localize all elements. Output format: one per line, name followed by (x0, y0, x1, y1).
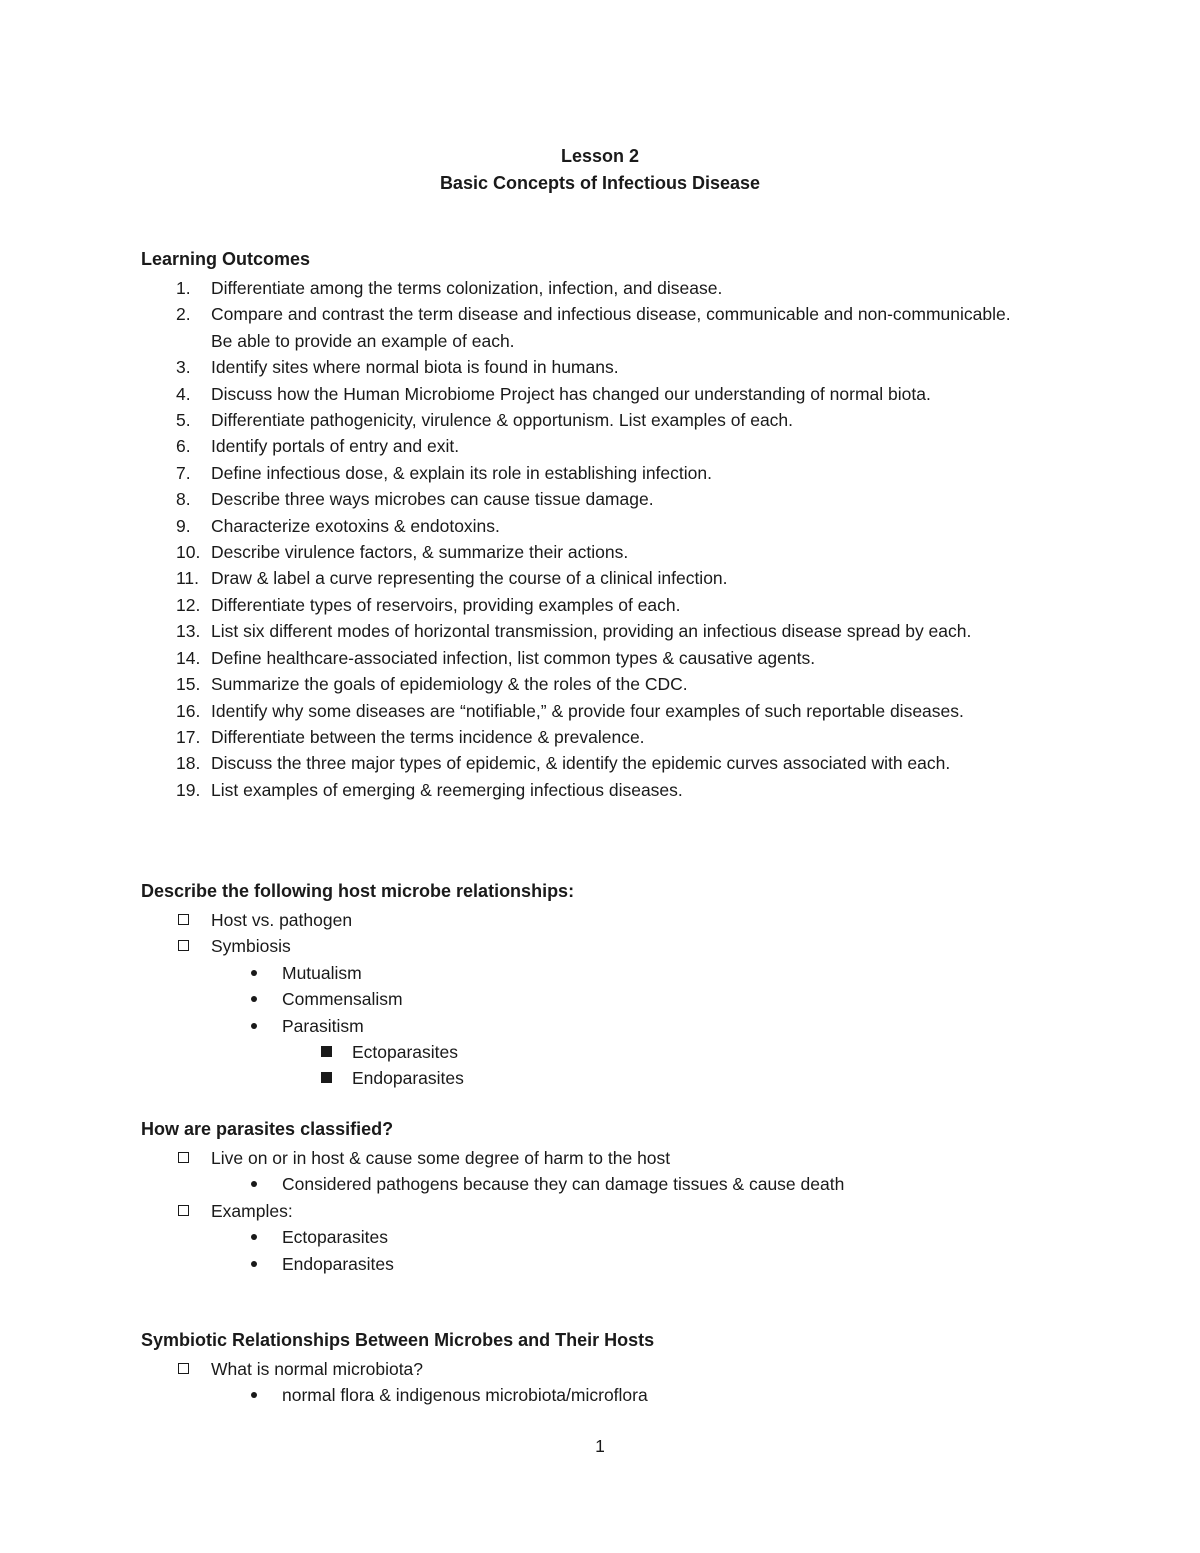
learning-outcome-item (0, 354, 1031, 380)
round-bullet-icon (251, 1023, 257, 1029)
outcome-number: 4. (176, 383, 191, 404)
list-item (0, 986, 464, 1012)
outcome-number: 15. (176, 674, 201, 695)
round-bullet-icon (251, 970, 257, 976)
document-title (0, 143, 1200, 197)
outcome-number: 5. (176, 410, 191, 431)
list-item (0, 1224, 844, 1250)
outcome-text: Discuss the three major types of epidemic, & identify the epidemic curves associated with each. (211, 753, 951, 774)
learning-outcomes-list (0, 275, 1031, 803)
outcome-number: 3. (176, 357, 191, 378)
page-number: 1 (595, 1436, 605, 1456)
learning-outcome-item (0, 407, 1031, 433)
outcome-number: 14. (176, 647, 201, 668)
list-item-text: Endoparasites (352, 1068, 464, 1089)
list-item (0, 1145, 844, 1171)
outcome-text: Identify portals of entry and exit. (211, 436, 460, 457)
list-item-text: normal flora & indigenous microbiota/microflora (282, 1385, 648, 1406)
outcome-text: Draw & label a curve representing the course of a clinical infection. (211, 568, 728, 589)
list-item (0, 1198, 844, 1224)
outcome-number: 1. (176, 278, 191, 298)
outcome-text: Describe three ways microbes can cause tissue damage. (211, 489, 654, 510)
list-item (0, 1039, 464, 1065)
outcome-number: 11. (176, 568, 200, 589)
parasites-heading: How are parasites classified? (141, 1119, 394, 1139)
outcome-number: 2. (176, 304, 191, 325)
list-item (0, 1013, 464, 1039)
outcome-text: Identify why some diseases are “notifiable,” & provide four examples of such reportable diseases. (211, 700, 964, 721)
outcome-text: List examples of emerging & reemerging infectious diseases. (211, 779, 683, 800)
outcome-number: 19. (176, 779, 201, 800)
host-microbe-list (0, 907, 464, 1092)
learning-outcome-item (0, 565, 1031, 591)
checkbox-bullet-icon (178, 940, 189, 951)
learning-outcome-item (0, 698, 1031, 724)
learning-outcome-item (0, 724, 1031, 750)
learning-outcomes-heading: Learning Outcomes (141, 249, 311, 269)
list-item (0, 907, 464, 933)
outcome-text: Compare and contrast the term disease and infectious disease, communicable and non-communicable. Be able to provide an example of each. (211, 304, 1011, 351)
learning-outcome-item (0, 750, 1031, 776)
square-bullet-icon (321, 1072, 332, 1083)
list-item-text: Ectoparasites (282, 1227, 389, 1248)
checkbox-bullet-icon (178, 1152, 189, 1163)
checkbox-bullet-icon (178, 1205, 189, 1216)
outcome-number: 13. (176, 621, 201, 642)
host-microbe-heading: Describe the following host microbe relationships: (141, 881, 575, 901)
symbiotic-list (0, 1356, 648, 1409)
lesson-title: Basic Concepts of Infectious Disease (439, 173, 761, 193)
list-item-text: What is normal microbiota? (211, 1359, 424, 1379)
round-bullet-icon (251, 996, 257, 1002)
list-item-text: Live on or in host & cause some degree of harm to the host (211, 1148, 671, 1168)
outcome-number: 17. (176, 726, 201, 747)
round-bullet-icon (251, 1181, 257, 1187)
list-item (0, 960, 464, 986)
outcome-text: Differentiate among the terms colonization, infection, and disease. (211, 278, 723, 298)
outcome-text: Summarize the goals of epidemiology & the roles of the CDC. (211, 674, 688, 695)
list-item-text: Commensalism (282, 989, 403, 1010)
list-item (0, 1251, 844, 1277)
parasites-list (0, 1145, 844, 1277)
learning-outcome-item (0, 433, 1031, 459)
learning-outcome-item (0, 539, 1031, 565)
symbiotic-heading: Symbiotic Relationships Between Microbes and Their Hosts (141, 1330, 655, 1350)
outcome-text: Discuss how the Human Microbiome Project has changed our understanding of normal biota. (211, 383, 931, 404)
outcome-number: 9. (176, 515, 191, 536)
list-item (0, 933, 464, 959)
learning-outcome-item (0, 618, 1031, 644)
list-item (0, 1382, 648, 1408)
square-bullet-icon (321, 1046, 332, 1057)
outcome-text: List six different modes of horizontal transmission, providing an infectious disease spread by each. (211, 621, 972, 642)
outcome-text: Identify sites where normal biota is found in humans. (211, 357, 619, 378)
outcome-text: Define healthcare-associated infection, list common types & causative agents. (211, 647, 816, 668)
learning-outcome-item (0, 486, 1031, 512)
list-item-text: Mutualism (282, 962, 362, 983)
list-item-text: Parasitism (282, 1015, 364, 1036)
list-item-text: Ectoparasites (352, 1042, 459, 1063)
list-item-text: Endoparasites (282, 1253, 394, 1274)
outcome-number: 8. (176, 489, 191, 510)
learning-outcome-item (0, 275, 1031, 301)
outcome-number: 10. (176, 542, 201, 563)
outcome-number: 12. (176, 594, 201, 615)
learning-outcome-item (0, 381, 1031, 407)
learning-outcome-item (0, 592, 1031, 618)
learning-outcome-item (0, 777, 1031, 803)
outcome-text: Describe virulence factors, & summarize their actions. (211, 542, 629, 563)
outcome-number: 18. (176, 753, 201, 774)
outcome-text: Characterize exotoxins & endotoxins. (211, 515, 500, 536)
outcome-text: Define infectious dose, & explain its role in establishing infection. (211, 462, 712, 483)
outcome-number: 6. (176, 436, 191, 457)
list-item (0, 1356, 648, 1382)
round-bullet-icon (251, 1261, 257, 1267)
list-item-text: Examples: (211, 1200, 293, 1221)
list-item-text: Considered pathogens because they can damage tissues & cause death (282, 1174, 845, 1195)
round-bullet-icon (251, 1392, 257, 1398)
lesson-number: Lesson 2 (560, 146, 640, 166)
outcome-text: Differentiate types of reservoirs, providing examples of each. (211, 594, 681, 615)
list-item-text: Symbiosis (211, 936, 291, 957)
learning-outcome-item (0, 513, 1031, 539)
list-item (0, 1171, 844, 1197)
list-item (0, 1065, 464, 1091)
outcome-number: 7. (176, 462, 191, 483)
outcome-number: 16. (176, 700, 201, 721)
checkbox-bullet-icon (178, 914, 189, 925)
list-item-text: Host vs. pathogen (211, 910, 353, 930)
learning-outcome-item (0, 671, 1031, 697)
checkbox-bullet-icon (178, 1363, 189, 1374)
round-bullet-icon (251, 1234, 257, 1240)
learning-outcome-item (0, 460, 1031, 486)
outcome-text: Differentiate between the terms incidence & prevalence. (211, 726, 645, 747)
outcome-text: Differentiate pathogenicity, virulence & opportunism. List examples of each. (211, 410, 794, 431)
learning-outcome-item (0, 645, 1031, 671)
learning-outcome-item (0, 301, 1031, 354)
